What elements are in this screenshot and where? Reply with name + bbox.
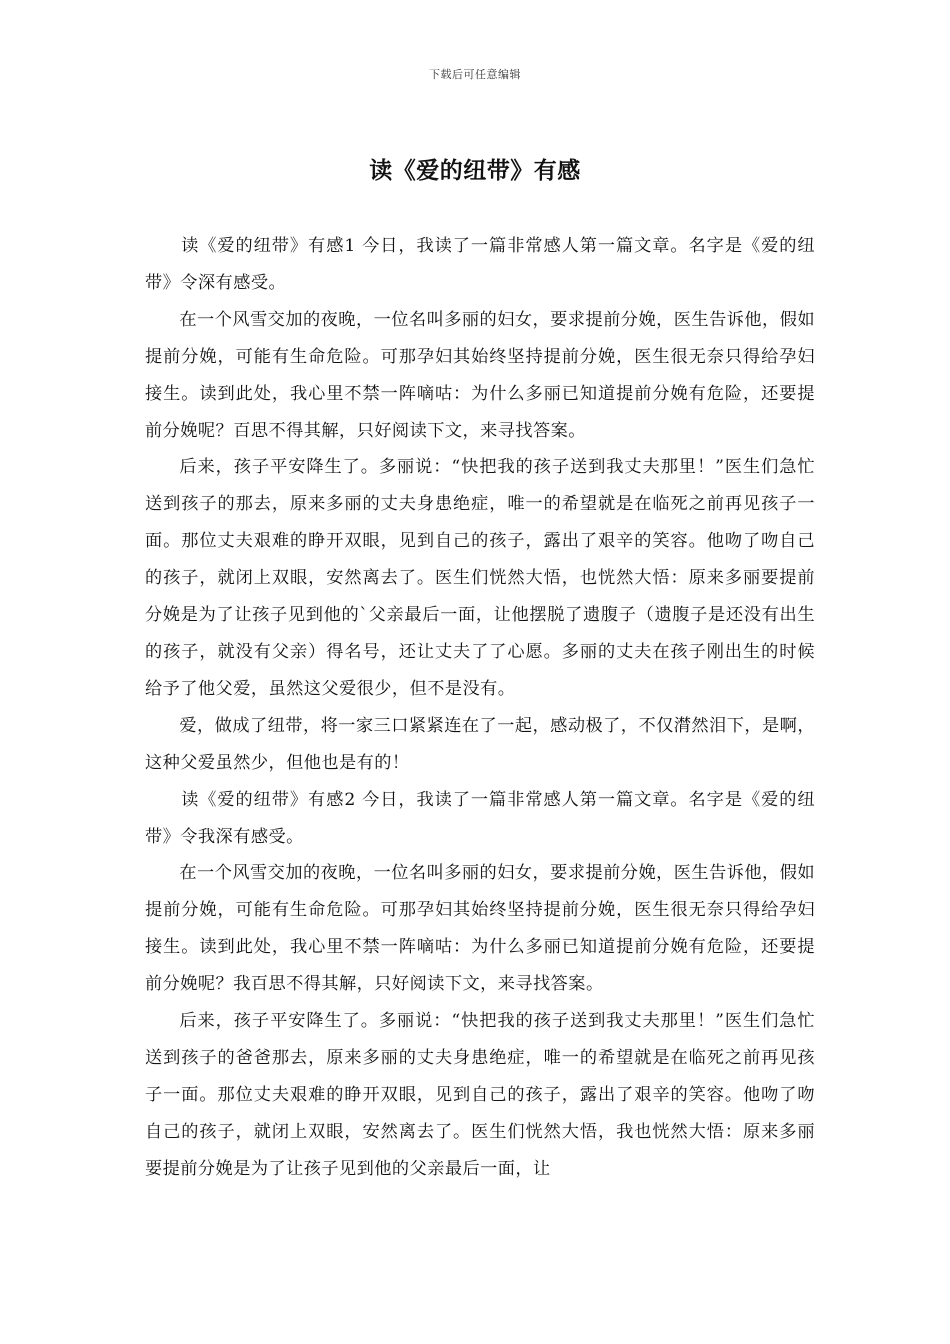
paragraph: 在一个风雪交加的夜晚，一位名叫多丽的妇女，要求提前分娩，医生告诉他，假如提前分娩，可能有生命危险。可那孕妇其始终坚持提前分娩，医生很无奈只得给孕妇接生。读到此处，我心里不禁一阵嘀咕：为什么多丽已知道提前分娩有危险，还要提前分娩呢？百思不得其解，只好阅读下文，来寻找答案。 (145, 309, 815, 441)
document-title: 读《爱的纽带》有感 (369, 157, 581, 184)
paragraph: 读《爱的纽带》有感1 今日，我读了一篇非常感人第一篇文章。名字是《爱的纽带》令深有感受。 (145, 236, 815, 293)
paragraph: 后来，孩子平安降生了。多丽说：“快把我的孩子送到我丈夫那里！”医生们急忙送到孩子的那去，原来多丽的丈夫身患绝症，唯一的希望就是在临死之前再见孩子一面。那位丈夫艰难的睁开双眼，见到自己的孩子，露出了艰辛的笑容。他吻了吻自己的孩子，就闭上双眼，安然离去了。医生们恍然大悟，也恍然大悟：原来多丽要提前分娩是为了让孩子见到他的`父亲最后一面，让他摆脱了遗腹子（遗腹子是还没有出生的孩子，就没有父亲）得名号，还让丈夫了了心愿。多丽的丈夫在孩子刚出生的时候给予了他父爱，虽然这父爱很少，但不是没有。 (145, 457, 815, 699)
paragraph: 在一个风雪交加的夜晚，一位名叫多丽的妇女，要求提前分娩，医生告诉他，假如提前分娩，可能有生命危险。可那孕妇其始终坚持提前分娩，医生很无奈只得给孕妇接生。读到此处，我心里不禁一阵嘀咕：为什么多丽已知道提前分娩有危险，还要提前分娩呢？我百思不得其解，只好阅读下文，来寻找答案。 (145, 863, 815, 995)
header-note: 下载后可任意编辑 (429, 68, 521, 81)
paragraph: 爱，做成了纽带，将一家三口紧紧连在了一起，感动极了，不仅潸然泪下，是啊，这种父爱虽然少，但他也是有的！ (145, 715, 815, 773)
paragraph: 后来，孩子平安降生了。多丽说：“快把我的孩子送到我丈夫那里！”医生们急忙送到孩子的爸爸那去，原来多丽的丈夫身患绝症，唯一的希望就是在临死之前再见孩子一面。那位丈夫艰难的睁开双眼，见到自己的孩子，露出了艰辛的笑容。他吻了吻自己的孩子，就闭上双眼，安然离去了。医生们恍然大悟，我也恍然大悟：原来多丽要提前分娩是为了让孩子见到他的父亲最后一面，让 (145, 1011, 815, 1179)
paragraph: 读《爱的纽带》有感2 今日，我读了一篇非常感人第一篇文章。名字是《爱的纽带》令我深有感受。 (145, 789, 815, 847)
document-body (145, 228, 815, 1188)
